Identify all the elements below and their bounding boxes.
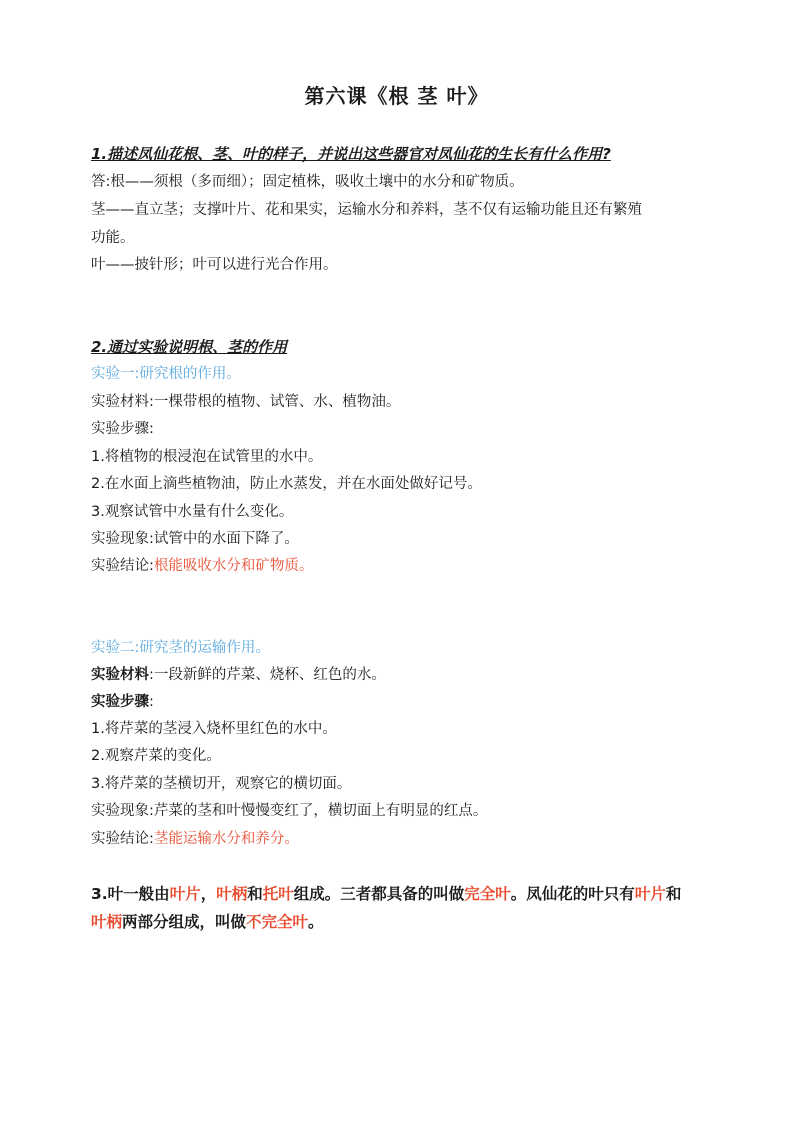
materials-label: 实验材料 xyxy=(91,667,149,683)
experiment-2-steps-label xyxy=(91,692,711,712)
summary-segment: 。 xyxy=(308,913,324,931)
experiment-2-step: 3.将芹菜的茎横切开，观察它的横切面。 xyxy=(91,776,352,792)
experiment-1-phenomenon: 实验现象:试管中的水面下降了。 xyxy=(91,531,299,547)
experiment-1-step: 3.观察试管中水量有什么变化。 xyxy=(91,504,294,520)
summary-term: 不完全叶 xyxy=(246,913,309,931)
page-title: 第六课《根 茎 叶》 xyxy=(304,84,489,108)
steps-colon: : xyxy=(149,694,154,710)
summary-term: 叶片 xyxy=(634,885,666,903)
conclusion-text: 根能吸收水分和矿物质。 xyxy=(153,558,314,574)
conclusion-text: 茎能运输水分和养分。 xyxy=(153,831,299,847)
answer-root: 答:根——须根（多而细）；固定植株，吸收土壤中的水分和矿物质。 xyxy=(91,174,524,190)
question-1-heading: 1.描述凤仙花根、茎、叶的样子，并说出这些器官对凤仙花的生长有什么作用? xyxy=(91,145,611,163)
answer-stem-line-2: 功能。 xyxy=(91,230,135,246)
answer-stem-line-1: 茎——直立茎；支撑叶片、花和果实，运输水分和养料，茎不仅有运输功能且还有繁殖 xyxy=(91,202,642,218)
experiment-2-phenomenon: 实验现象:芹菜的茎和叶慢慢变红了，横切面上有明显的红点。 xyxy=(91,803,488,819)
experiment-1-step: 2.在水面上滴些植物油，防止水蒸发，并在水面处做好记号。 xyxy=(91,476,482,492)
summary-line-1 xyxy=(91,884,711,904)
experiment-1-title: 实验一:研究根的作用。 xyxy=(91,366,241,382)
experiment-2-title: 实验二:研究茎的运输作用。 xyxy=(91,640,270,656)
experiment-1-step: 1.将植物的根浸泡在试管里的水中。 xyxy=(91,449,323,465)
summary-segment: 。凤仙花的叶只有 xyxy=(510,885,635,903)
experiment-1-conclusion xyxy=(91,556,711,576)
experiment-1-materials: 实验材料:一棵带根的植物、试管、水、植物油。 xyxy=(91,394,401,410)
summary-term: 叶片 xyxy=(169,885,201,903)
experiment-1-steps-label: 实验步骤: xyxy=(91,421,154,437)
summary-segment: 两部分组成，叫做 xyxy=(122,913,247,931)
materials-text: :一段新鲜的芹菜、烧杯、红色的水。 xyxy=(149,667,386,683)
question-2-heading: 2.通过实验说明根、茎的作用 xyxy=(91,338,288,356)
conclusion-label: 实验结论: xyxy=(91,558,154,574)
experiment-2-materials xyxy=(91,665,711,685)
summary-segment: 和 xyxy=(665,885,682,903)
summary-segment: 和 xyxy=(247,885,263,903)
summary-segment: 3.叶一般由 xyxy=(91,885,170,903)
answer-leaf: 叶——披针形；叶可以进行光合作用。 xyxy=(91,257,338,273)
summary-segment: ， xyxy=(200,885,217,903)
summary-term: 托叶 xyxy=(262,885,294,903)
steps-label: 实验步骤 xyxy=(91,694,149,710)
summary-line-2 xyxy=(91,912,711,932)
experiment-2-step: 1.将芹菜的茎浸入烧杯里红色的水中。 xyxy=(91,721,337,737)
summary-term: 完全叶 xyxy=(464,885,511,903)
summary-segment: 组成。三者都具备的叫做 xyxy=(293,885,465,903)
conclusion-label: 实验结论: xyxy=(91,831,154,847)
experiment-2-conclusion xyxy=(91,829,711,849)
experiment-2-step: 2.观察芹菜的变化。 xyxy=(91,748,221,764)
summary-term: 叶柄 xyxy=(216,885,248,903)
summary-term: 叶柄 xyxy=(91,913,123,931)
